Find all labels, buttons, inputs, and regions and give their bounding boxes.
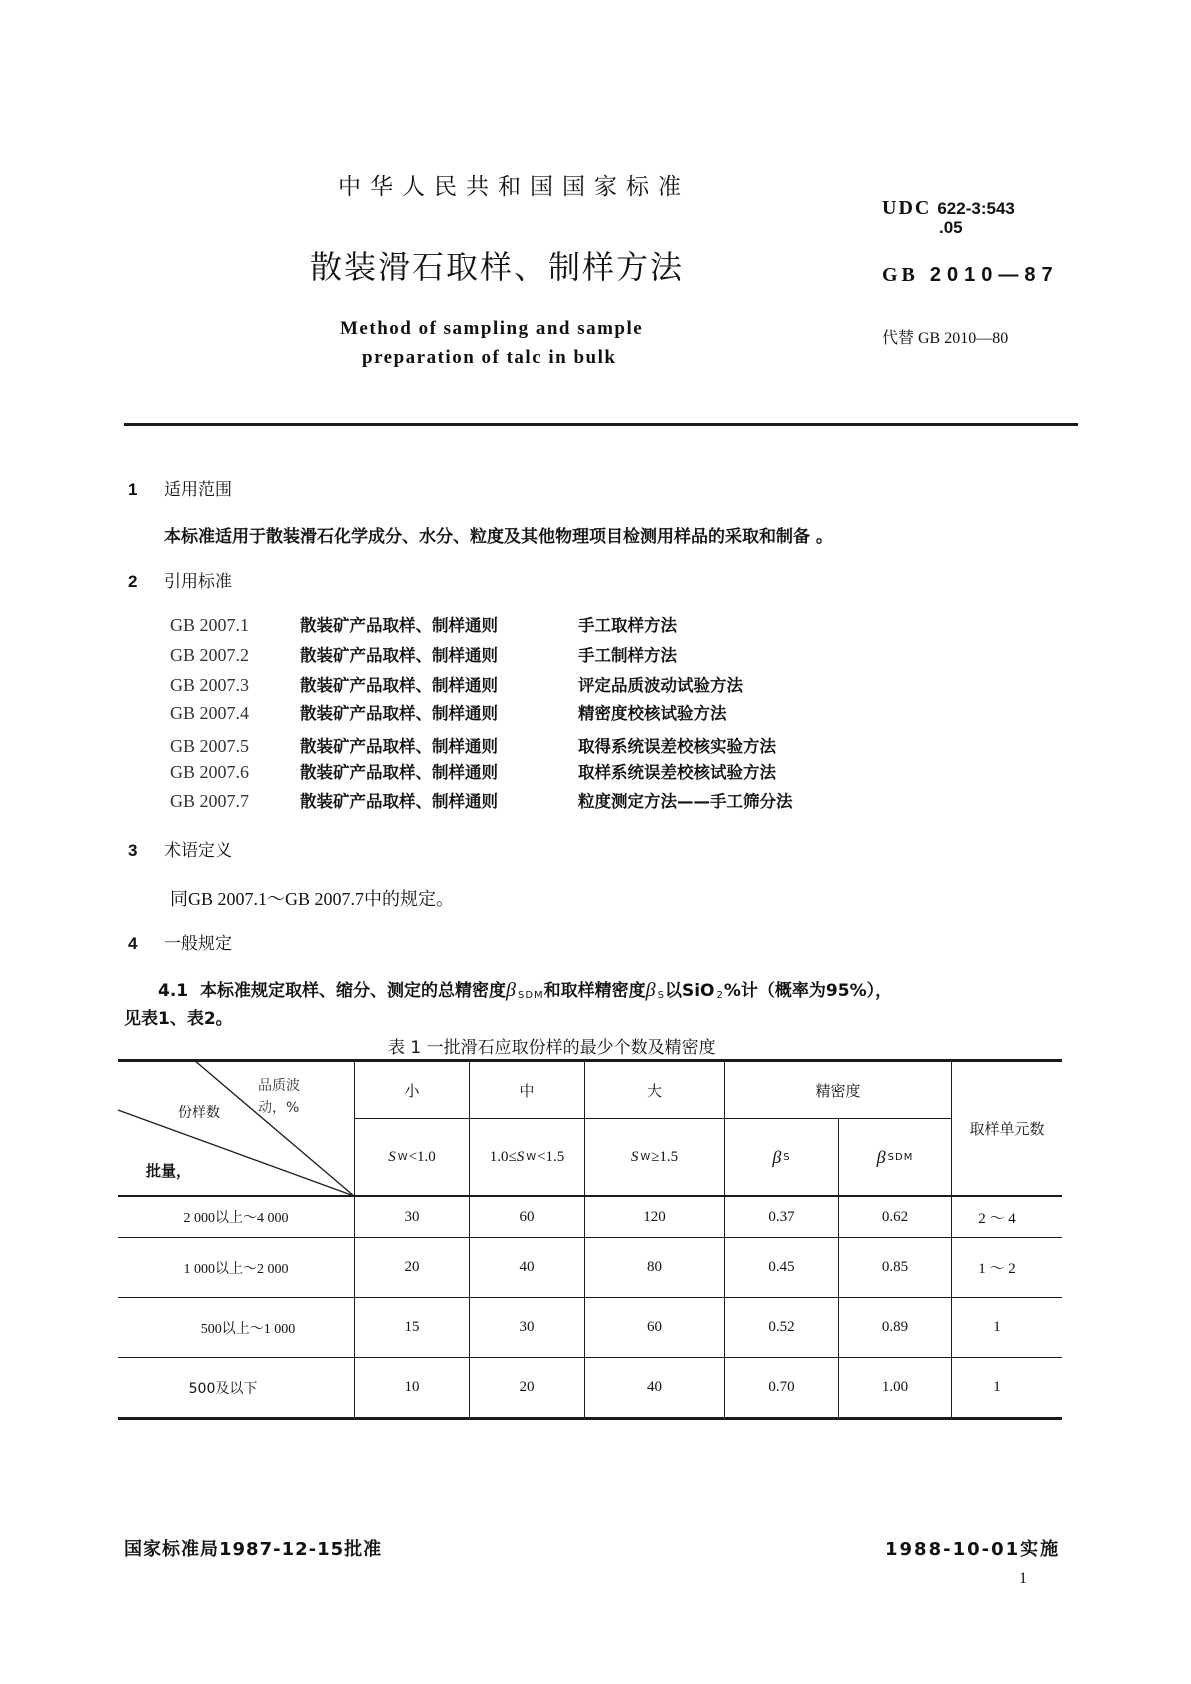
cell-large: 60 bbox=[647, 1319, 662, 1335]
diag-header-samples: 份样数 bbox=[178, 1105, 220, 1121]
reference-series: 散装矿产品取样、制样通则 bbox=[300, 616, 498, 635]
reference-item bbox=[170, 612, 677, 636]
section-title: 适用范围 bbox=[164, 480, 232, 500]
header-sampling-units: 取样单元数 bbox=[969, 1120, 1045, 1138]
reference-code: GB 2007.3 bbox=[170, 675, 250, 695]
section-title: 引用标准 bbox=[164, 572, 232, 592]
section-3-body: 同GB 2007.1～GB 2007.7中的规定。 bbox=[170, 889, 455, 909]
effective-date: 1988-10-01实施 bbox=[885, 1539, 1061, 1560]
table-caption: 表 1 一批滑石应取份样的最少个数及精密度 bbox=[388, 1038, 716, 1058]
cell-units: 1 bbox=[993, 1379, 1001, 1395]
udc-number-continued: .05 bbox=[939, 218, 963, 237]
reference-series: 散装矿产品取样、制样通则 bbox=[300, 676, 498, 695]
reference-part: 精密度校核试验方法 bbox=[578, 704, 727, 723]
document-title-en-line1: Method of sampling and sample bbox=[340, 318, 644, 339]
cell-small: 15 bbox=[404, 1319, 420, 1335]
cell-batch: 500及以下 bbox=[188, 1380, 258, 1397]
cell-small: 30 bbox=[404, 1208, 420, 1225]
reference-item bbox=[170, 733, 776, 757]
reference-code: GB 2007.5 bbox=[170, 736, 250, 756]
section-2-heading bbox=[128, 567, 232, 592]
page-number: 1 bbox=[1019, 1570, 1027, 1587]
cell-medium: 20 bbox=[519, 1379, 535, 1395]
reference-item bbox=[170, 642, 677, 666]
document-title-en-line2: preparation of talc in bulk bbox=[362, 347, 617, 368]
cell-units: 1 ～ 2 bbox=[978, 1261, 1016, 1277]
gb-number: 2010—87 bbox=[929, 264, 1059, 286]
cell-medium: 30 bbox=[519, 1319, 535, 1335]
section-number: 3 bbox=[128, 841, 138, 860]
clause-text: %计（概率为95%）， bbox=[723, 981, 893, 1001]
range-prefix: 1.0≤ bbox=[489, 1148, 517, 1165]
beta-sub: SDM bbox=[887, 1151, 914, 1163]
beta-symbol: β bbox=[876, 1146, 886, 1167]
reference-item bbox=[170, 759, 776, 783]
cell-medium: 40 bbox=[519, 1259, 535, 1275]
cell-beta-sdm: 1.00 bbox=[881, 1379, 909, 1395]
header-medium: 中 bbox=[519, 1081, 535, 1100]
subscript-sdm: SDM bbox=[517, 990, 544, 1001]
reference-part: 手工制样方法 bbox=[578, 646, 677, 665]
cell-small: 10 bbox=[404, 1379, 420, 1395]
clause-4-1 bbox=[158, 976, 892, 1002]
section-number: 2 bbox=[128, 572, 138, 591]
beta-symbol: β bbox=[645, 979, 656, 1001]
cell-beta-sdm: 0.89 bbox=[881, 1319, 909, 1335]
cell-large: 120 bbox=[643, 1208, 666, 1225]
table-bottom-border bbox=[118, 1417, 1062, 1420]
clause-text: 以SiO bbox=[664, 981, 715, 1001]
reference-series: 散装矿产品取样、制样通则 bbox=[300, 737, 498, 756]
section-title: 术语定义 bbox=[164, 841, 232, 861]
udc-number: 622-3:543 bbox=[937, 199, 1015, 218]
cell-units: 1 bbox=[993, 1319, 1001, 1335]
range-suffix: <1.0 bbox=[408, 1148, 436, 1165]
header-small: 小 bbox=[404, 1081, 420, 1100]
header-precision: 精密度 bbox=[815, 1081, 861, 1100]
section-1-heading bbox=[128, 475, 232, 500]
diag-header-quality-unit: 动，% bbox=[258, 1100, 300, 1116]
beta-symbol: β bbox=[772, 1146, 782, 1167]
reference-part: 手工取样方法 bbox=[578, 616, 677, 635]
cell-large: 40 bbox=[647, 1379, 662, 1395]
cell-medium: 60 bbox=[519, 1208, 535, 1225]
reference-code: GB 2007.6 bbox=[170, 762, 250, 782]
replaces-standard: 代替 GB 2010—80 bbox=[882, 330, 1009, 347]
range-sub: W bbox=[526, 1151, 538, 1163]
cell-beta-sdm: 0.62 bbox=[881, 1208, 909, 1225]
header-range-small bbox=[355, 1119, 469, 1195]
cell-batch: 1 000以上～2 000 bbox=[183, 1261, 289, 1277]
subscript-2: 2 bbox=[716, 990, 724, 1001]
beta-symbol: β bbox=[506, 979, 516, 1001]
reference-item bbox=[170, 788, 793, 812]
clause-text: 和取样精密度 bbox=[543, 981, 646, 1001]
range-suffix: <1.5 bbox=[537, 1148, 565, 1165]
beta-sub: S bbox=[783, 1151, 791, 1163]
section-1-body: 本标准适用于散装滑石化学成分、水分、粒度及其他物理项目检测用样品的采取和制备 。 bbox=[164, 527, 833, 547]
range-var: S bbox=[630, 1148, 639, 1165]
reference-code: GB 2007.1 bbox=[170, 615, 250, 635]
reference-series: 散装矿产品取样、制样通则 bbox=[300, 704, 498, 723]
subscript-s: S bbox=[657, 990, 665, 1001]
header-large: 大 bbox=[646, 1081, 662, 1100]
range-var: S bbox=[388, 1148, 396, 1165]
cell-beta-s: 0.52 bbox=[768, 1319, 795, 1335]
reference-series: 散装矿产品取样、制样通则 bbox=[300, 792, 498, 811]
range-sub: W bbox=[397, 1151, 409, 1163]
udc-classification bbox=[882, 195, 1015, 220]
reference-part: 粒度测定方法——手工筛分法 bbox=[578, 792, 793, 811]
reference-item bbox=[170, 700, 727, 724]
approval-date: 国家标准局1987-12-15批准 bbox=[124, 1539, 383, 1560]
cell-small: 20 bbox=[404, 1259, 420, 1275]
diag-header-quality: 品质波 bbox=[258, 1078, 300, 1094]
cell-batch: 500以上～1 000 bbox=[200, 1321, 296, 1337]
header-beta-s bbox=[725, 1119, 838, 1195]
cell-batch: 2 000以上～4 000 bbox=[183, 1211, 289, 1226]
section-number: 1 bbox=[128, 480, 138, 499]
cell-beta-s: 0.70 bbox=[768, 1379, 795, 1395]
header-range-large bbox=[585, 1119, 724, 1195]
section-title: 一般规定 bbox=[164, 934, 232, 954]
section-4-heading bbox=[128, 929, 232, 954]
section-3-heading bbox=[128, 836, 232, 861]
cell-large: 80 bbox=[647, 1259, 662, 1275]
header-range-medium bbox=[470, 1119, 584, 1195]
udc-label: UDC bbox=[882, 197, 932, 219]
range-var: S bbox=[516, 1148, 525, 1165]
range-sub: W bbox=[640, 1151, 652, 1163]
header-beta-sdm bbox=[839, 1119, 951, 1195]
reference-code: GB 2007.4 bbox=[170, 703, 250, 723]
reference-series: 散装矿产品取样、制样通则 bbox=[300, 646, 498, 665]
reference-part: 评定品质波动试验方法 bbox=[578, 676, 743, 695]
document-title-cn: 散装滑石取样、制样方法 bbox=[310, 248, 685, 286]
diag-header-batch: 批量， bbox=[146, 1162, 192, 1180]
clause-number: 4.1 bbox=[158, 981, 189, 1001]
range-suffix: ≥1.5 bbox=[651, 1148, 679, 1165]
reference-part: 取样系统误差校核试验方法 bbox=[578, 763, 776, 782]
cell-beta-sdm: 0.85 bbox=[881, 1259, 909, 1275]
cell-units: 2 ～ 4 bbox=[978, 1210, 1016, 1227]
national-standard-label: 中华人民共和国国家标准 bbox=[338, 174, 690, 200]
reference-code: GB 2007.2 bbox=[170, 645, 250, 665]
clause-text: 本标准规定取样、缩分、测定的总精密度 bbox=[200, 981, 506, 1001]
cell-beta-s: 0.37 bbox=[768, 1208, 795, 1225]
reference-series: 散装矿产品取样、制样通则 bbox=[300, 763, 498, 782]
cell-beta-s: 0.45 bbox=[768, 1259, 795, 1275]
reference-item bbox=[170, 672, 743, 696]
section-number: 4 bbox=[128, 934, 138, 953]
clause-4-1-line2: 见表1、表2。 bbox=[124, 1009, 233, 1029]
gb-label: GB bbox=[882, 264, 919, 286]
standard-code bbox=[882, 262, 1059, 287]
reference-part: 取得系统误差校核实验方法 bbox=[578, 737, 776, 756]
header-divider bbox=[124, 423, 1078, 426]
reference-code: GB 2007.7 bbox=[170, 791, 250, 811]
